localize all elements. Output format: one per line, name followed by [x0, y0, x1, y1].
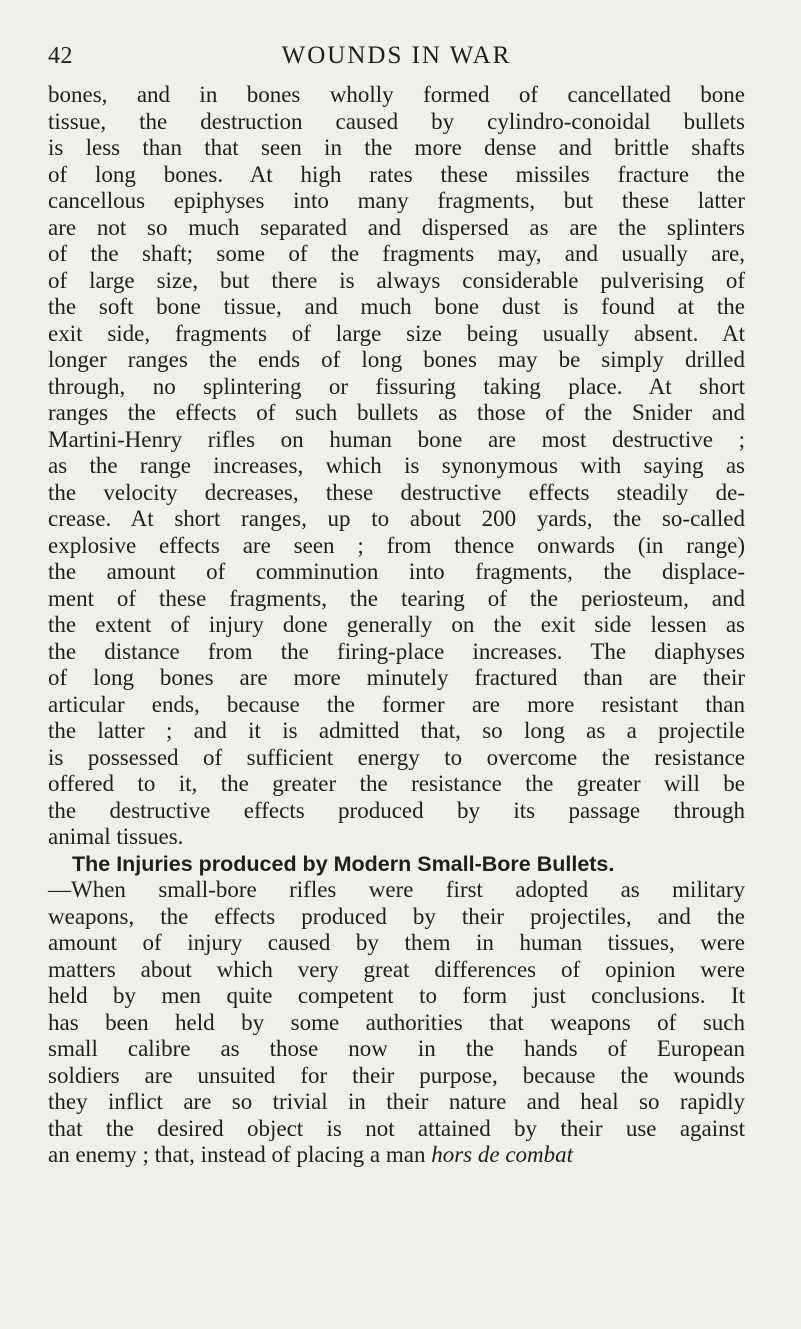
text-line: held by men quite competent to form just conclusions. It: [48, 983, 745, 1008]
text-line: the velocity decreases, these destructive effects steadily de-: [48, 479, 745, 505]
text-line: through, no splintering or fissuring taking place. At short: [48, 373, 745, 399]
text-line: the amount of comminution into fragments, the displace-: [48, 559, 745, 584]
italic-phrase: hors de combat: [431, 1142, 574, 1167]
text-line: weapons, the effects produced by their projectiles, and the: [48, 903, 745, 929]
page-number: 42: [48, 43, 73, 69]
text-line: is less than that seen in the more dense and brittle shafts: [48, 135, 745, 160]
text-line: of long bones are more minutely fractured than are their: [48, 665, 745, 690]
text-line: are not so much separated and dispersed as are the splinters: [48, 214, 745, 240]
text-line: the soft bone tissue, and much bone dust is found at the: [48, 294, 745, 319]
text-line: crease. At short ranges, up to about 200 yards, the so-called: [48, 506, 745, 531]
text-line: longer ranges the ends of long bones may be simply drilled: [48, 347, 745, 372]
text-line: that the desired object is not attained by their use against: [48, 1115, 745, 1141]
text-line: tissue, the destruction caused by cylindro-conoidal bullets: [48, 108, 745, 134]
text-line: explosive effects are seen ; from thence onwards (in range): [48, 532, 745, 558]
text-line: has been held by some authorities that weapons of such: [48, 1009, 745, 1035]
text-line: articular ends, because the former are more resistant than: [48, 691, 745, 717]
text-line: [48, 1142, 745, 1169]
body-text: [48, 82, 745, 1169]
text-line: they inflict are so trivial in their nature and heal so rapidly: [48, 1089, 745, 1114]
text-line: the latter ; and it is admitted that, so long as a projectile: [48, 718, 745, 743]
text-line: cancellous epiphyses into many fragments, but these latter: [48, 188, 745, 213]
section: [48, 851, 745, 1169]
text-line: of large size, but there is always considerable pulverising of: [48, 267, 745, 293]
text-fragment: an enemy ; that, instead of placing a man: [48, 1142, 432, 1167]
text-line: of long bones. At high rates these missiles fracture the: [48, 161, 745, 187]
section-heading-line: [48, 851, 745, 878]
text-line: —When small-bore rifles were first adopted as military: [48, 877, 745, 902]
text-line: animal tissues.: [48, 824, 184, 849]
text-line: soldiers are unsuited for their purpose, because the wounds: [48, 1062, 745, 1088]
text-line: of the shaft; some of the fragments may, and usually are,: [48, 241, 745, 266]
section-heading: The Injuries produced by Modern Small-Bore Bullets.: [72, 851, 615, 876]
text-line: amount of injury caused by them in human tissues, were: [48, 930, 745, 955]
text-line: small calibre as those now in the hands of European: [48, 1036, 745, 1061]
page-header: [48, 36, 745, 76]
text-line: the extent of injury done generally on the exit side lessen as: [48, 612, 745, 637]
text-line: Martini-Henry rifles on human bone are most destructive ;: [48, 426, 745, 452]
text-line: as the range increases, which is synonymous with saying as: [48, 453, 745, 478]
text-line: is possessed of sufficient energy to overcome the resistance: [48, 744, 745, 770]
text-line: ranges the effects of such bullets as those of the Snider and: [48, 400, 745, 425]
text-line: ment of these fragments, the tearing of the periosteum, and: [48, 585, 745, 611]
paragraph: [48, 82, 745, 851]
text-line: the destructive effects produced by its passage through: [48, 797, 745, 823]
text-line: bones, and in bones wholly formed of cancellated bone: [48, 82, 745, 107]
running-head: WOUNDS IN WAR: [281, 42, 512, 69]
text-line: matters about which very great differences of opinion were: [48, 956, 745, 982]
text-line: the distance from the firing-place increases. The diaphyses: [48, 638, 745, 664]
text-line: offered to it, the greater the resistance the greater will be: [48, 771, 745, 796]
text-line: exit side, fragments of large size being usually absent. At: [48, 320, 745, 346]
